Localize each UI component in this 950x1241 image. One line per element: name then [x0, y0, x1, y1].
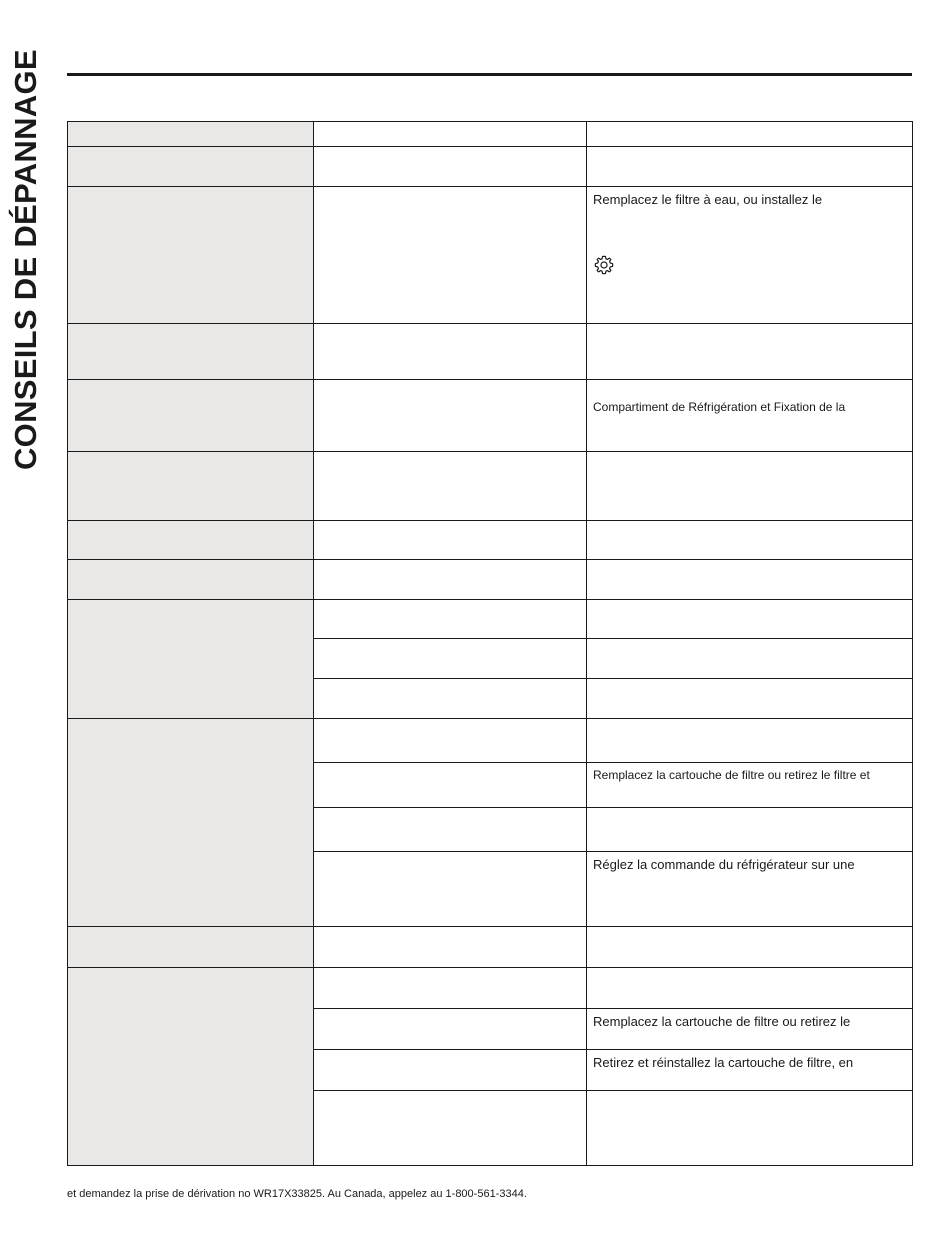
problem-cell — [68, 324, 314, 380]
cause-cell — [314, 600, 587, 639]
table-row — [68, 147, 913, 187]
solution-cell — [587, 1050, 913, 1091]
cause-cell — [314, 927, 587, 968]
cause-cell — [314, 808, 587, 852]
header-cell-problem — [68, 122, 314, 147]
cause-cell — [314, 1050, 587, 1091]
problem-cell — [68, 927, 314, 968]
solution-cell — [587, 968, 913, 1009]
solution-text: Retirez et réinstallez la cartouche de filtre, en — [593, 1055, 854, 1070]
troubleshooting-table — [67, 121, 913, 1166]
header-cell-solution — [587, 122, 913, 147]
cause-cell — [314, 763, 587, 808]
cause-cell — [314, 852, 587, 927]
solution-cell — [587, 560, 913, 600]
table-row — [68, 927, 913, 968]
solution-text: Compartiment de Réfrigération et Fixation de la — [593, 400, 846, 414]
solution-text: Remplacez la cartouche de filtre ou retirez le filtre et — [593, 768, 870, 782]
cause-cell — [314, 324, 587, 380]
cause-cell — [314, 679, 587, 719]
gear-icon — [593, 254, 615, 276]
solution-cell — [587, 1009, 913, 1050]
solution-cell — [587, 1091, 913, 1166]
solution-cell — [587, 927, 913, 968]
table-row — [68, 380, 913, 452]
solution-cell — [587, 147, 913, 187]
problem-cell — [68, 452, 314, 521]
problem-cell — [68, 187, 314, 324]
solution-text: Remplacez le filtre à eau, ou installez le — [593, 192, 823, 207]
table-row — [68, 521, 913, 560]
solution-cell — [587, 808, 913, 852]
header-rule — [67, 73, 912, 76]
cause-cell — [314, 1091, 587, 1166]
cause-cell — [314, 452, 587, 521]
cause-cell — [314, 560, 587, 600]
header-cell-cause — [314, 122, 587, 147]
solution-cell — [587, 521, 913, 560]
cause-cell — [314, 1009, 587, 1050]
solution-cell — [587, 639, 913, 679]
table-row — [68, 968, 913, 1009]
problem-cell — [68, 600, 314, 719]
table-header-row — [68, 122, 913, 147]
solution-cell — [587, 719, 913, 763]
solution-cell — [587, 187, 913, 324]
footer-note: et demandez la prise de dérivation no WR17X33825. Au Canada, appelez au 1-800-561-3344. — [67, 1188, 527, 1200]
table-row — [68, 719, 913, 763]
problem-cell — [68, 521, 314, 560]
solution-text: Réglez la commande du réfrigérateur sur une — [593, 857, 855, 872]
cause-cell — [314, 719, 587, 763]
cause-cell — [314, 521, 587, 560]
solution-cell — [587, 380, 913, 452]
solution-cell — [587, 763, 913, 808]
cause-cell — [314, 968, 587, 1009]
table-row — [68, 187, 913, 324]
table-row — [68, 560, 913, 600]
solution-cell — [587, 600, 913, 639]
problem-cell — [68, 968, 314, 1166]
cause-cell — [314, 147, 587, 187]
solution-cell — [587, 852, 913, 927]
problem-cell — [68, 719, 314, 927]
page-side-title: CONSEILS DE DÉPANNAGE — [8, 49, 43, 470]
solution-cell — [587, 679, 913, 719]
cause-cell — [314, 187, 587, 324]
problem-cell — [68, 560, 314, 600]
solution-cell — [587, 452, 913, 521]
solution-text: Remplacez la cartouche de filtre ou retirez le — [593, 1014, 851, 1029]
cause-cell — [314, 380, 587, 452]
table-row — [68, 324, 913, 380]
cause-cell — [314, 639, 587, 679]
problem-cell — [68, 380, 314, 452]
table-row — [68, 452, 913, 521]
table-row — [68, 600, 913, 639]
solution-cell — [587, 324, 913, 380]
problem-cell — [68, 147, 314, 187]
